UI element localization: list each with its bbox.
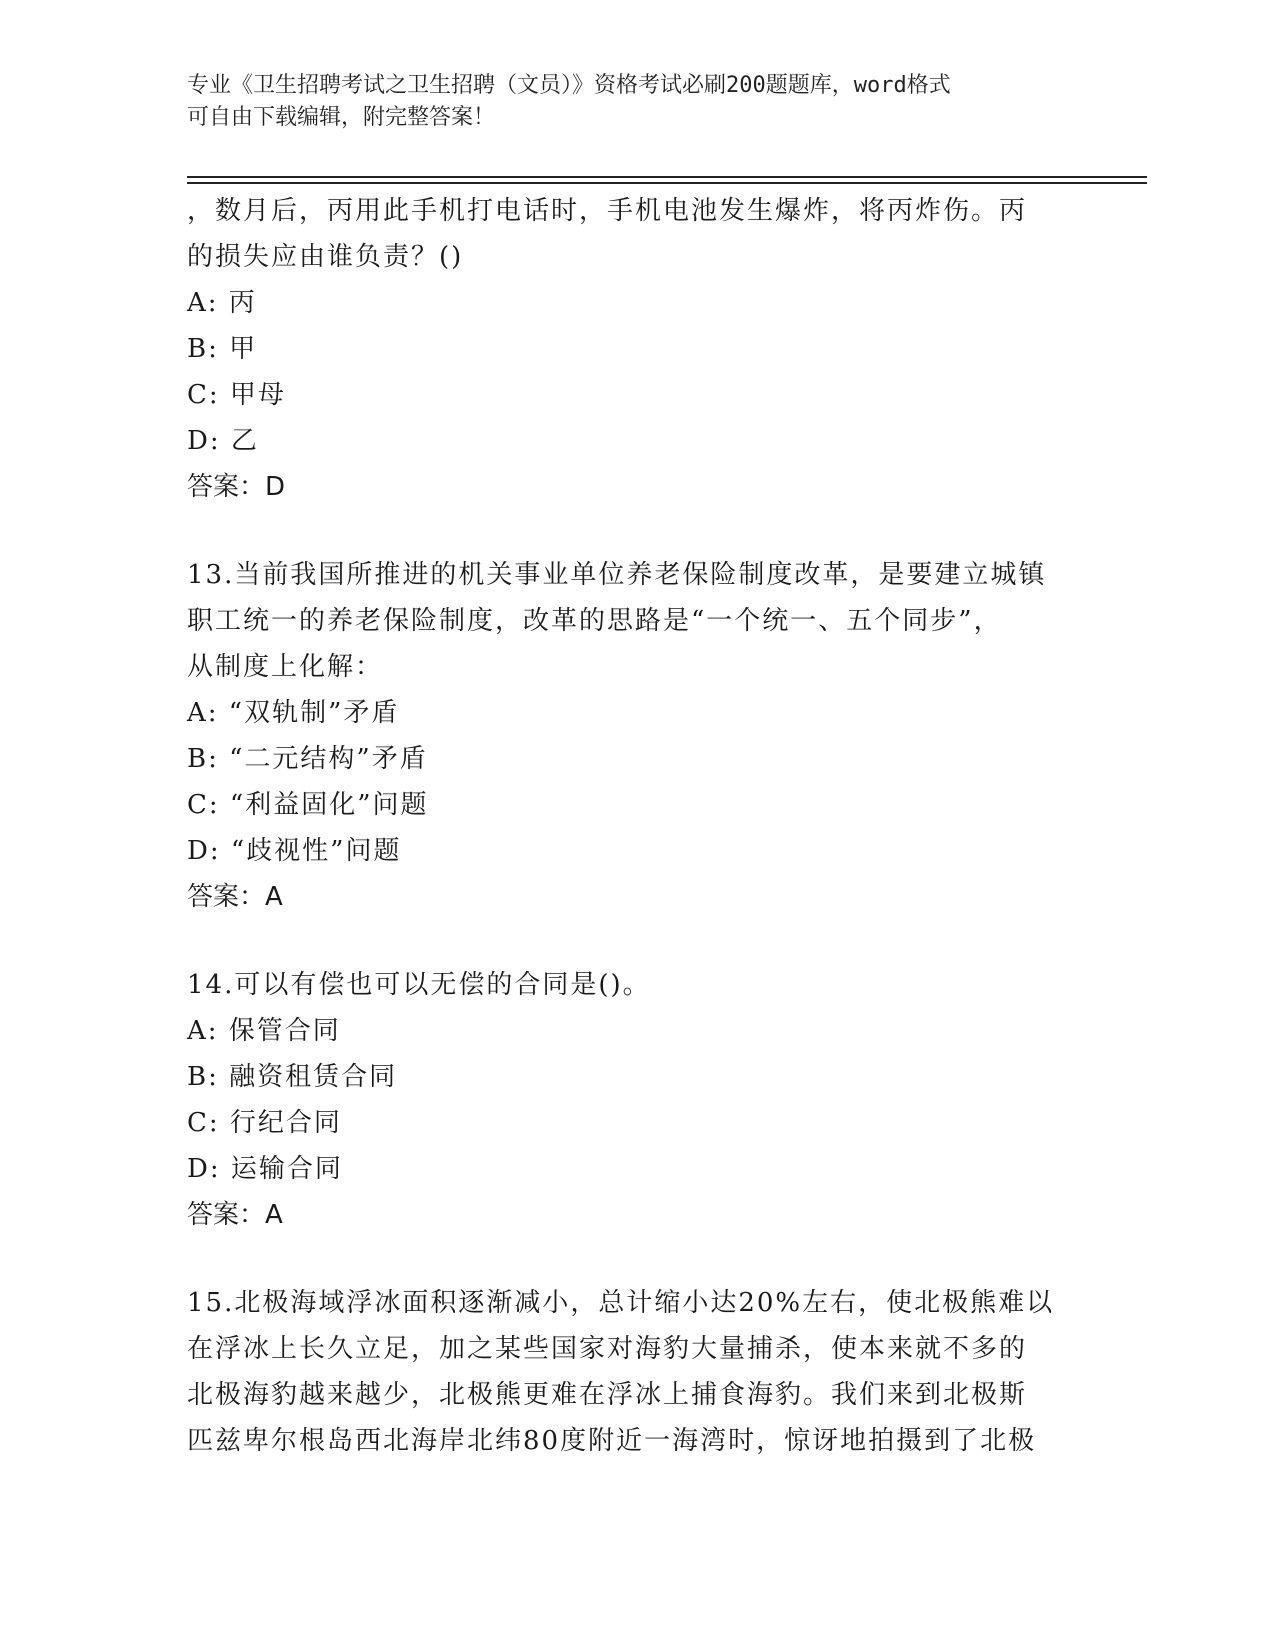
- answer-line: 答案：A: [187, 1200, 283, 1230]
- option-c: C: 甲母: [187, 380, 286, 410]
- question-stem: 15.北极海域浮冰面积逐渐减小，总计缩小达20%左右，使北极熊难以: [187, 1288, 1055, 1318]
- question-stem: 职工统一的养老保险制度，改革的思路是“一个统一、五个同步”，: [187, 606, 1002, 636]
- question-stem: 在浮冰上长久立足，加之某些国家对海豹大量捕杀，使本来就不多的: [187, 1334, 1028, 1364]
- option-c: C: “利益固化”问题: [187, 790, 429, 820]
- document-header: [187, 70, 1087, 134]
- option-d: D: 运输合同: [187, 1154, 343, 1184]
- option-a: A: 丙: [187, 288, 257, 318]
- question-stem: 13.当前我国所推进的机关事业单位养老保险制度改革，是要建立城镇: [187, 560, 1047, 590]
- option-a: A: “双轨制”矛盾: [187, 698, 400, 728]
- option-b: B: 融资租赁合同: [187, 1062, 398, 1092]
- option-d: D: “歧视性”问题: [187, 836, 402, 866]
- header-title-line: 专业《卫生招聘考试之卫生招聘（文员）》资格考试必刷200题题库，word格式: [187, 73, 951, 98]
- question-14: [187, 962, 1087, 1238]
- header-divider-top: [187, 176, 1147, 178]
- question-stem: ，数月后，丙用此手机打电话时，手机电池发生爆炸，将丙炸伤。丙: [187, 196, 1028, 226]
- question-stem: 从制度上化解：: [187, 652, 384, 682]
- header-subtitle-line: 可自由下载编辑，附完整答案！: [187, 105, 496, 130]
- header-divider-bottom: [187, 182, 1147, 184]
- option-d: D: 乙: [187, 426, 259, 456]
- spacer: [187, 920, 1087, 962]
- question-stem: 匹兹卑尔根岛西北海岸北纬80度附近一海湾时，惊讶地拍摄到了北极: [187, 1426, 1037, 1456]
- question-15: [187, 1280, 1087, 1464]
- question-12: [187, 188, 1087, 510]
- spacer: [187, 510, 1087, 552]
- option-a: A: 保管合同: [187, 1016, 341, 1046]
- question-list: [187, 188, 1087, 1464]
- question-stem: 北极海豹越来越少，北极熊更难在浮冰上捕食海豹。我们来到北极斯: [187, 1380, 1028, 1410]
- spacer: [187, 1238, 1087, 1280]
- question-stem: 14.可以有偿也可以无偿的合同是()。: [187, 970, 651, 1000]
- question-13: [187, 552, 1087, 920]
- answer-line: 答案：D: [187, 472, 286, 502]
- option-c: C: 行纪合同: [187, 1108, 342, 1138]
- question-stem: 的损失应由谁负责？(): [187, 242, 464, 272]
- option-b: B: 甲: [187, 334, 258, 364]
- option-b: B: “二元结构”矛盾: [187, 744, 428, 774]
- answer-line: 答案：A: [187, 882, 283, 912]
